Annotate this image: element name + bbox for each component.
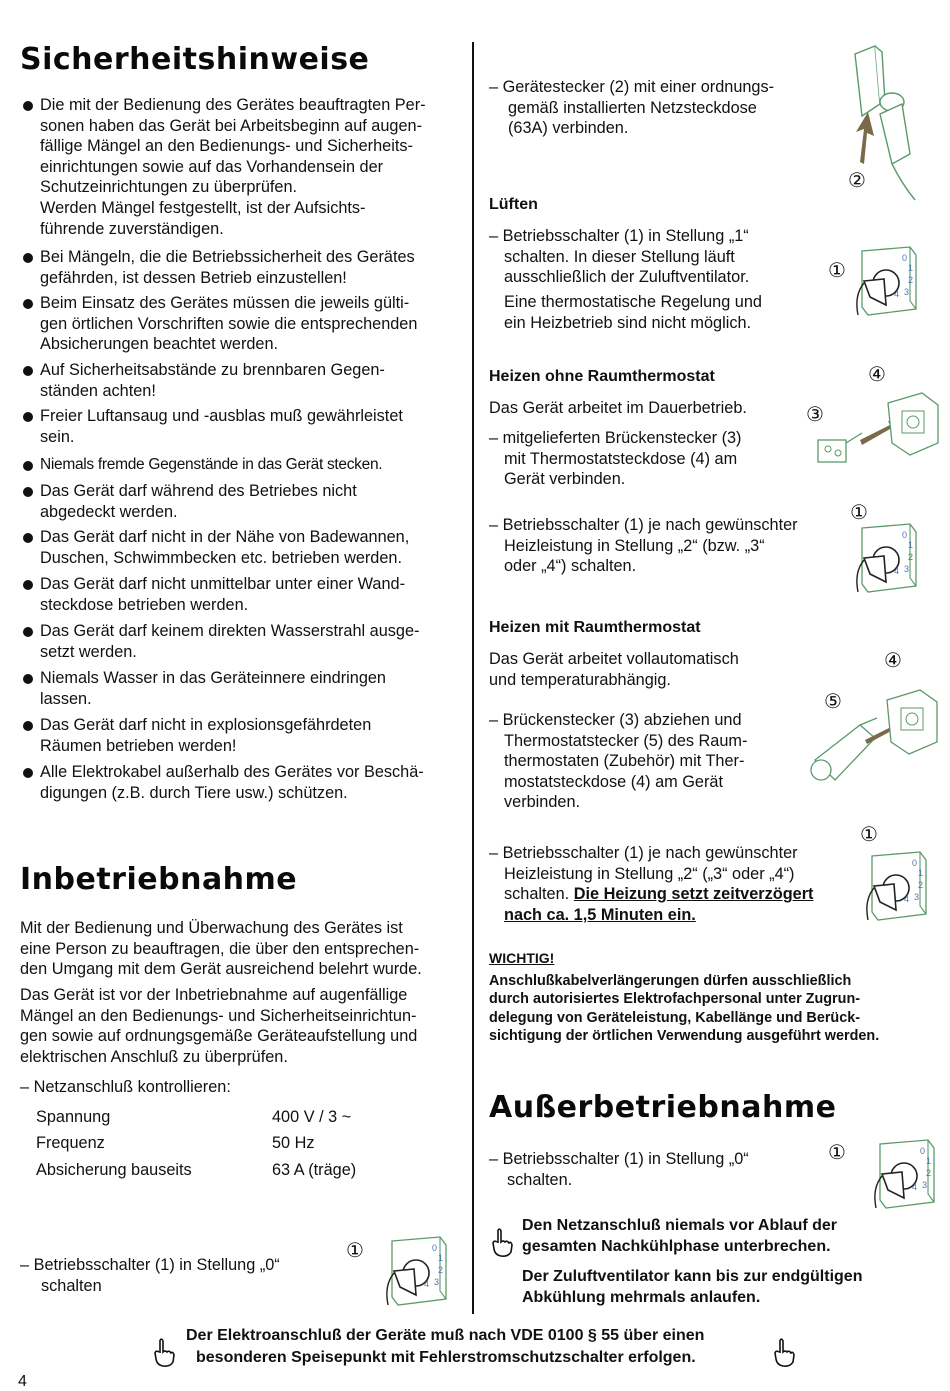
dial-digit: 2 — [438, 1265, 444, 1275]
bullet-icon — [23, 674, 33, 684]
vent-note: Eine thermostatische Regelung und ein Heizbetrieb sind nicht möglich. — [504, 293, 762, 332]
rotary-switch-illustration — [868, 1138, 940, 1210]
dial-digit: 3 — [922, 1180, 928, 1190]
bullet-icon — [23, 253, 33, 263]
label-2: ② — [848, 168, 866, 192]
pointing-hand-icon — [770, 1338, 800, 1368]
important-text: Anschlußkabelverlängerungen dürfen ausschließlich durch autorisiertes Elektrofachpersonal unter Zugrun- delegung von Geräteleistung, Kabellänge und Berück- sichtigung der örtlichen Verwendung ausgeführt werden. — [489, 973, 880, 1045]
switch-step-left: – Betriebsschalter (1) in Stellung „0“ schalten — [20, 1256, 280, 1295]
dial-digit: 1 — [926, 1156, 932, 1166]
dial-digit: 1 — [918, 868, 924, 878]
bullet-icon — [23, 101, 33, 111]
spec-label: Frequenz — [36, 1134, 105, 1152]
dial-digit: 2 — [918, 880, 924, 890]
column-divider — [472, 42, 474, 1314]
dial-digit: 2 — [908, 275, 914, 285]
bridge-plug-illustration — [810, 385, 950, 465]
rotary-switch-illustration — [860, 850, 932, 922]
warning-1: Den Netzanschluß niemals vor Ablauf der gesamten Nachkühlphase unterbrechen. — [522, 1217, 838, 1255]
label-1: ① — [346, 1238, 364, 1262]
bullet-icon — [23, 580, 33, 590]
dial-digit: 4 — [424, 1279, 430, 1289]
bullet-icon — [23, 299, 33, 309]
bullet-icon — [23, 533, 33, 543]
bullet-icon — [23, 412, 33, 422]
dial-digit: 0 — [912, 858, 918, 868]
dial-digit: 4 — [904, 894, 910, 904]
dial-digit: 1 — [438, 1253, 444, 1263]
check-label: – Netzanschluß kontrollieren: — [20, 1078, 231, 1096]
dial-digit: 0 — [902, 530, 908, 540]
bullet-icon — [23, 366, 33, 376]
pointing-hand-icon — [150, 1338, 180, 1368]
spec-value: 50 Hz — [272, 1134, 315, 1152]
dial-digit: 3 — [914, 892, 920, 902]
label-1: ① — [850, 500, 868, 524]
heat2-step1: – Brückenstecker (3) abziehen und Thermostatstecker (5) des Raum- thermostaten (Zubehör) mit Ther- mostatsteckdose (4) am Gerät verbinden. — [489, 711, 748, 812]
label-5: ⑤ — [824, 689, 842, 713]
dial-digit: 0 — [432, 1243, 438, 1253]
plug-step: – Gerätestecker (2) mit einer ordnungs- gemäß installierten Netzsteckdose (63A) verbinden. — [489, 78, 775, 138]
vent-title: Lüften — [489, 196, 538, 213]
bullet-icon — [23, 461, 33, 471]
commissioning-paragraph-1: Mit der Bedienung und Überwachung des Gerätes ist eine Person zu beauftragen, die über den entsprechen- den Umgang mit dem Gerät ausreichend belehrt wurde. — [20, 919, 422, 979]
dial-digit: 3 — [434, 1277, 440, 1287]
vent-step: – Betriebsschalter (1) in Stellung „1“ schalten. In dieser Stellung läuft ausschließlich der Zuluftventilator. — [489, 227, 750, 287]
footer-notice: Der Elektroanschluß der Geräte muß nach VDE 0100 § 55 über einen besonderen Speisepunkt mit Fehlerstromschutzschalter erfolgen. — [186, 1327, 705, 1366]
bullet-icon — [23, 721, 33, 731]
shutdown-title: Außerbetriebnahme — [489, 1090, 837, 1125]
rotary-switch-illustration — [850, 245, 922, 317]
heat1-step2: – Betriebsschalter (1) je nach gewünschter Heizleistung in Stellung „2“ (bzw. „3“ oder „4“) schalten. — [489, 516, 798, 576]
delay-notice: Die Heizung setzt zeitverzögert — [573, 885, 814, 904]
dial-digit: 0 — [902, 253, 908, 263]
bullet-icon — [23, 627, 33, 637]
heat1-step1: – mitgelieferten Brückenstecker (3) mit Thermostatsteckdose (4) am Gerät verbinden. — [489, 429, 742, 489]
dial-digit: 1 — [908, 540, 914, 550]
dial-digit: 0 — [920, 1146, 926, 1156]
spec-value: 400 V / 3 ~ — [272, 1108, 352, 1126]
pointing-hand-icon — [488, 1228, 518, 1258]
commissioning-paragraph-2: Das Gerät ist vor der Inbetriebnahme auf augenfällige Mängel an den Bedienungs- und Sicherheitseinrichtun- gen sowie auf ordnungsgemäße Geräteaufstellung und elektrischen Anschluß zu überprüfen. — [20, 986, 418, 1066]
label-1: ① — [860, 822, 878, 846]
page-number: 4 — [18, 1373, 27, 1390]
rotary-switch-illustration — [380, 1235, 452, 1307]
heat2-step2: – Betriebsschalter (1) je nach gewünschter Heizleistung in Stellung „2“ („3“ oder „4“) schalten. Die Heizung setzt zeitverzögert nach ca. 1,5 Minuten ein. — [489, 844, 814, 924]
rotary-switch-illustration — [850, 522, 922, 594]
warning-2: Der Zuluftventilator kann bis zur endgültigen Abkühlung mehrmals anlaufen. — [522, 1268, 863, 1306]
spec-label: Absicherung bauseits — [36, 1161, 192, 1179]
bullet-icon — [23, 768, 33, 778]
label-3: ③ — [806, 402, 824, 426]
dial-digit: 4 — [912, 1182, 918, 1192]
dial-digit: 2 — [908, 552, 914, 562]
dial-digit: 4 — [894, 566, 900, 576]
safety-title: Sicherheitshinweise — [20, 42, 370, 77]
bullet-icon — [23, 487, 33, 497]
heat1-intro: Das Gerät arbeitet im Dauerbetrieb. — [489, 399, 747, 417]
label-4: ④ — [868, 362, 886, 386]
dial-digit: 4 — [894, 289, 900, 299]
dial-digit: 3 — [904, 287, 910, 297]
spec-value: 63 A (träge) — [272, 1161, 357, 1179]
dial-digit: 2 — [926, 1168, 932, 1178]
spec-label: Spannung — [36, 1108, 111, 1126]
heat1-title: Heizen ohne Raumthermostat — [489, 368, 715, 385]
label-4: ④ — [884, 648, 902, 672]
commissioning-title: Inbetriebnahme — [20, 862, 298, 897]
label-1: ① — [828, 1140, 846, 1164]
heat2-intro: Das Gerät arbeitet vollautomatisch und temperaturabhängig. — [489, 650, 739, 689]
important-label: WICHTIG! — [489, 950, 555, 966]
heat2-title: Heizen mit Raumthermostat — [489, 619, 701, 636]
label-1: ① — [828, 258, 846, 282]
shutdown-step: – Betriebsschalter (1) in Stellung „0“ schalten. — [489, 1150, 749, 1189]
dial-digit: 3 — [904, 564, 910, 574]
delay-notice-cont: nach ca. 1,5 Minuten ein. — [504, 905, 696, 924]
dial-digit: 1 — [908, 263, 914, 273]
